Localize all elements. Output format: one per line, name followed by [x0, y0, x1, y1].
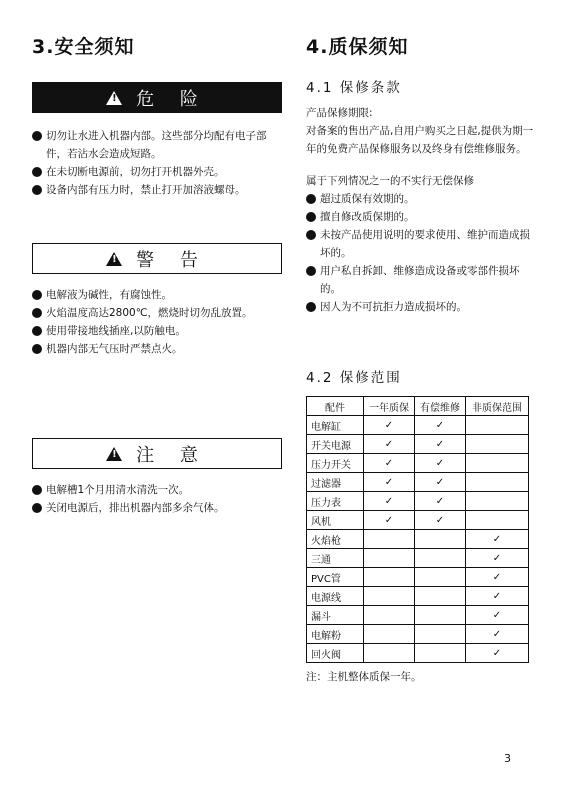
- list-item: 切勿让水进入机器内部。这些部分均配有电子部件，若沾水会造成短路。: [32, 127, 282, 163]
- warning-triangle-icon: [106, 252, 122, 266]
- warranty-period-text: 对备案的售出产品,自用户购买之日起,提供为期一年的免费产品保修服务以及终身有偿维修服务。: [306, 125, 534, 155]
- non-warranty-cell: [466, 492, 529, 511]
- table-header-row: [307, 397, 529, 416]
- table-row: [307, 606, 529, 625]
- list-item: 超过质保有效期的。: [306, 190, 538, 208]
- list-item: 设备内部有压力时，禁止打开加溶液螺母。: [32, 181, 282, 199]
- non-warranty-cell: [466, 473, 529, 492]
- table-row: [307, 530, 529, 549]
- list-item: 擅自修改质保期的。: [306, 208, 538, 226]
- non-warranty-cell: [466, 511, 529, 530]
- paid-repair-cell: [415, 606, 466, 625]
- table-row: [307, 416, 529, 435]
- caution-title: 注 意: [136, 444, 208, 466]
- part-cell: 三通: [307, 549, 364, 568]
- list-item: 使用带接地线插座,以防触电。: [32, 322, 282, 340]
- exclusions-intro: 属于下列情况之一的不实行无偿保修: [306, 175, 474, 187]
- exclusions-list: [306, 190, 538, 316]
- part-cell: 电解粉: [307, 625, 364, 644]
- one-year-cell: [364, 587, 415, 606]
- list-item: 关闭电源后，排出机器内部多余气体。: [32, 499, 282, 517]
- list-item: 未按产品使用说明的要求使用、维护而造成损坏的。: [306, 226, 538, 262]
- one-year-cell: [364, 606, 415, 625]
- safety-heading: 3.安全须知: [32, 36, 135, 58]
- caution-list: [32, 481, 282, 517]
- non-warranty-cell: ✓: [466, 587, 529, 606]
- non-warranty-cell: ✓: [466, 606, 529, 625]
- column-header: 配件: [307, 397, 364, 416]
- one-year-cell: [364, 644, 415, 663]
- table-row: [307, 644, 529, 663]
- paid-repair-cell: ✓: [415, 454, 466, 473]
- one-year-cell: ✓: [364, 435, 415, 454]
- warranty-terms-title: 4.1 保修条款: [306, 80, 402, 96]
- page-number: 3: [504, 752, 511, 765]
- one-year-cell: [364, 625, 415, 644]
- one-year-cell: ✓: [364, 454, 415, 473]
- part-cell: 压力开关: [307, 454, 364, 473]
- list-item: 电解槽1个月用清水清洗一次。: [32, 481, 282, 499]
- list-item: 机器内部无气压时严禁点火。: [32, 340, 282, 358]
- column-header: 一年质保: [364, 397, 415, 416]
- part-cell: 电解缸: [307, 416, 364, 435]
- table-row: [307, 435, 529, 454]
- paid-repair-cell: ✓: [415, 511, 466, 530]
- part-cell: PVC管: [307, 568, 364, 587]
- part-cell: 回火阀: [307, 644, 364, 663]
- safety-column: [32, 30, 282, 517]
- warranty-heading: 4.质保须知: [306, 36, 409, 58]
- warranty-scope-title: 4.2 保修范围: [306, 370, 402, 386]
- non-warranty-cell: [466, 454, 529, 473]
- part-cell: 电源线: [307, 587, 364, 606]
- table-row: [307, 511, 529, 530]
- non-warranty-cell: ✓: [466, 530, 529, 549]
- non-warranty-cell: ✓: [466, 644, 529, 663]
- warranty-note: 注：主机整体质保一年。: [306, 671, 422, 683]
- paid-repair-cell: [415, 549, 466, 568]
- list-item: 火焰温度高达2800℃，燃烧时切勿乱放置。: [32, 304, 282, 322]
- warning-list: [32, 286, 282, 358]
- paid-repair-cell: [415, 568, 466, 587]
- paid-repair-cell: [415, 530, 466, 549]
- non-warranty-cell: [466, 435, 529, 454]
- warning-triangle-icon: [106, 91, 122, 105]
- part-cell: 漏斗: [307, 606, 364, 625]
- non-warranty-cell: ✓: [466, 625, 529, 644]
- table-row: [307, 492, 529, 511]
- warranty-scope-body: [307, 416, 529, 663]
- table-row: [307, 549, 529, 568]
- danger-banner: [32, 82, 282, 113]
- warranty-period-label: 产品保修期限:: [306, 107, 373, 119]
- one-year-cell: ✓: [364, 511, 415, 530]
- paid-repair-cell: [415, 625, 466, 644]
- table-row: [307, 625, 529, 644]
- warning-banner: [32, 243, 282, 274]
- table-row: [307, 587, 529, 606]
- warning-title: 警 告: [136, 249, 208, 271]
- paid-repair-cell: ✓: [415, 435, 466, 454]
- one-year-cell: [364, 568, 415, 587]
- paid-repair-cell: ✓: [415, 473, 466, 492]
- warranty-scope-table: [306, 396, 529, 663]
- danger-list: [32, 127, 282, 199]
- paid-repair-cell: [415, 587, 466, 606]
- one-year-cell: ✓: [364, 416, 415, 435]
- one-year-cell: ✓: [364, 473, 415, 492]
- column-header: 非质保范围: [466, 397, 529, 416]
- danger-title: 危 险: [136, 88, 208, 110]
- table-row: [307, 454, 529, 473]
- non-warranty-cell: [466, 416, 529, 435]
- list-item: 在未切断电源前，切勿打开机器外壳。: [32, 163, 282, 181]
- part-cell: 压力表: [307, 492, 364, 511]
- column-header: 有偿维修: [415, 397, 466, 416]
- part-cell: 风机: [307, 511, 364, 530]
- paid-repair-cell: ✓: [415, 492, 466, 511]
- paid-repair-cell: [415, 644, 466, 663]
- one-year-cell: [364, 530, 415, 549]
- table-row: [307, 473, 529, 492]
- non-warranty-cell: ✓: [466, 549, 529, 568]
- list-item: 用户私自拆卸、维修造成设备或零部件损坏的。: [306, 262, 538, 298]
- non-warranty-cell: ✓: [466, 568, 529, 587]
- one-year-cell: ✓: [364, 492, 415, 511]
- caution-banner: [32, 438, 282, 469]
- part-cell: 过滤器: [307, 473, 364, 492]
- list-item: 因人为不可抗拒力造成损坏的。: [306, 298, 538, 316]
- part-cell: 火焰枪: [307, 530, 364, 549]
- part-cell: 开关电源: [307, 435, 364, 454]
- warranty-column: [306, 30, 538, 684]
- one-year-cell: [364, 549, 415, 568]
- warning-triangle-icon: [106, 447, 122, 461]
- list-item: 电解液为碱性，有腐蚀性。: [32, 286, 282, 304]
- table-row: [307, 568, 529, 587]
- paid-repair-cell: ✓: [415, 416, 466, 435]
